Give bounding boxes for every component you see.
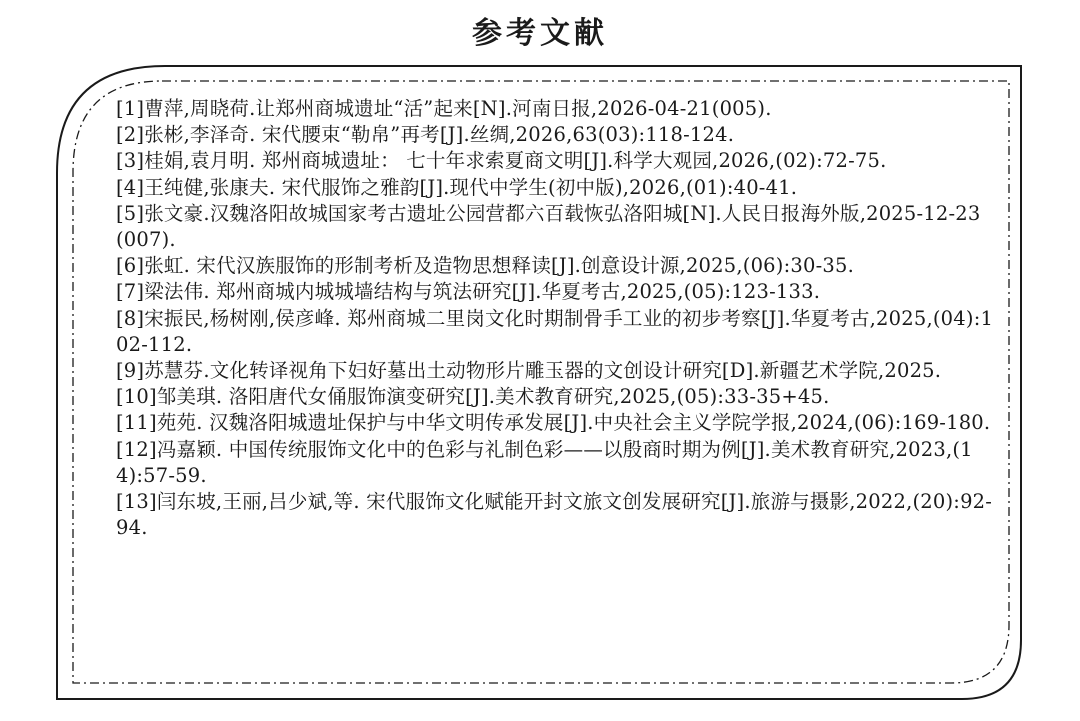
reference-list	[116, 96, 996, 541]
reference-item-2: [2]张彬,李泽奇. 宋代腰束“勒帛”再考[J].丝绸,2026,63(03):118-124.	[116, 123, 735, 147]
reference-item-1: [1]曹萍,周晓荷.让郑州商城遗址“活”起来[N].河南日报,2026-04-21(005).	[116, 97, 772, 120]
reference-item-5: [5]张文豪.汉魏洛阳故城国家考古遗址公园营都六百载恢弘洛阳城[N].人民日报海外版,2025-12-23(007).	[116, 201, 981, 252]
reference-item-13: [13]闫东坡,王丽,吕少斌,等. 宋代服饰文化赋能开封文旅文创发展研究[J].旅游与摄影,2022,(20):92-94.	[116, 490, 993, 540]
reference-item-10: [10]邹美琪. 洛阳唐代女俑服饰演变研究[J].美术教育研究,2025,(05):33-35+45.	[116, 385, 830, 409]
reference-item-6: [6]张虹. 宋代汉族服饰的形制考析及造物思想释读[J].创意设计源,2025,(06):30-35.	[116, 254, 854, 278]
reference-item-4: [4]王纯健,张康夫. 宋代服饰之雅韵[J].现代中学生(初中版),2026,(01):40-41.	[116, 175, 798, 199]
reference-item-8: [8]宋振民,杨树刚,侯彦峰. 郑州商城二里岗文化时期制骨手工业的初步考察[J].华夏考古,2025,(04):102-112.	[116, 306, 994, 356]
reference-item-9: [9]苏慧芬.文化转译视角下妇好墓出土动物形片雕玉器的文创设计研究[D].新疆艺术学院,2025.	[116, 359, 942, 383]
reference-item-11: [11]苑苑. 汉魏洛阳城遗址保护与中华文明传承发展[J].中央社会主义学院学报,2024,(06):169-180.	[116, 411, 991, 435]
reference-item-7: [7]梁法伟. 郑州商城内城城墙结构与筑法研究[J].华夏考古,2025,(05):123-133.	[116, 280, 821, 304]
reference-item-12: [12]冯嘉颖. 中国传统服饰文化中的色彩与礼制色彩——以殷商时期为例[J].美术教育研究,2023,(14):57-59.	[116, 437, 973, 487]
page-title: 参考文献	[472, 16, 608, 51]
reference-item-3: [3]桂娟,袁月明. 郑州商城遗址： 七十年求索夏商文明[J].科学大观园,2026,(02):72-75.	[116, 149, 887, 173]
